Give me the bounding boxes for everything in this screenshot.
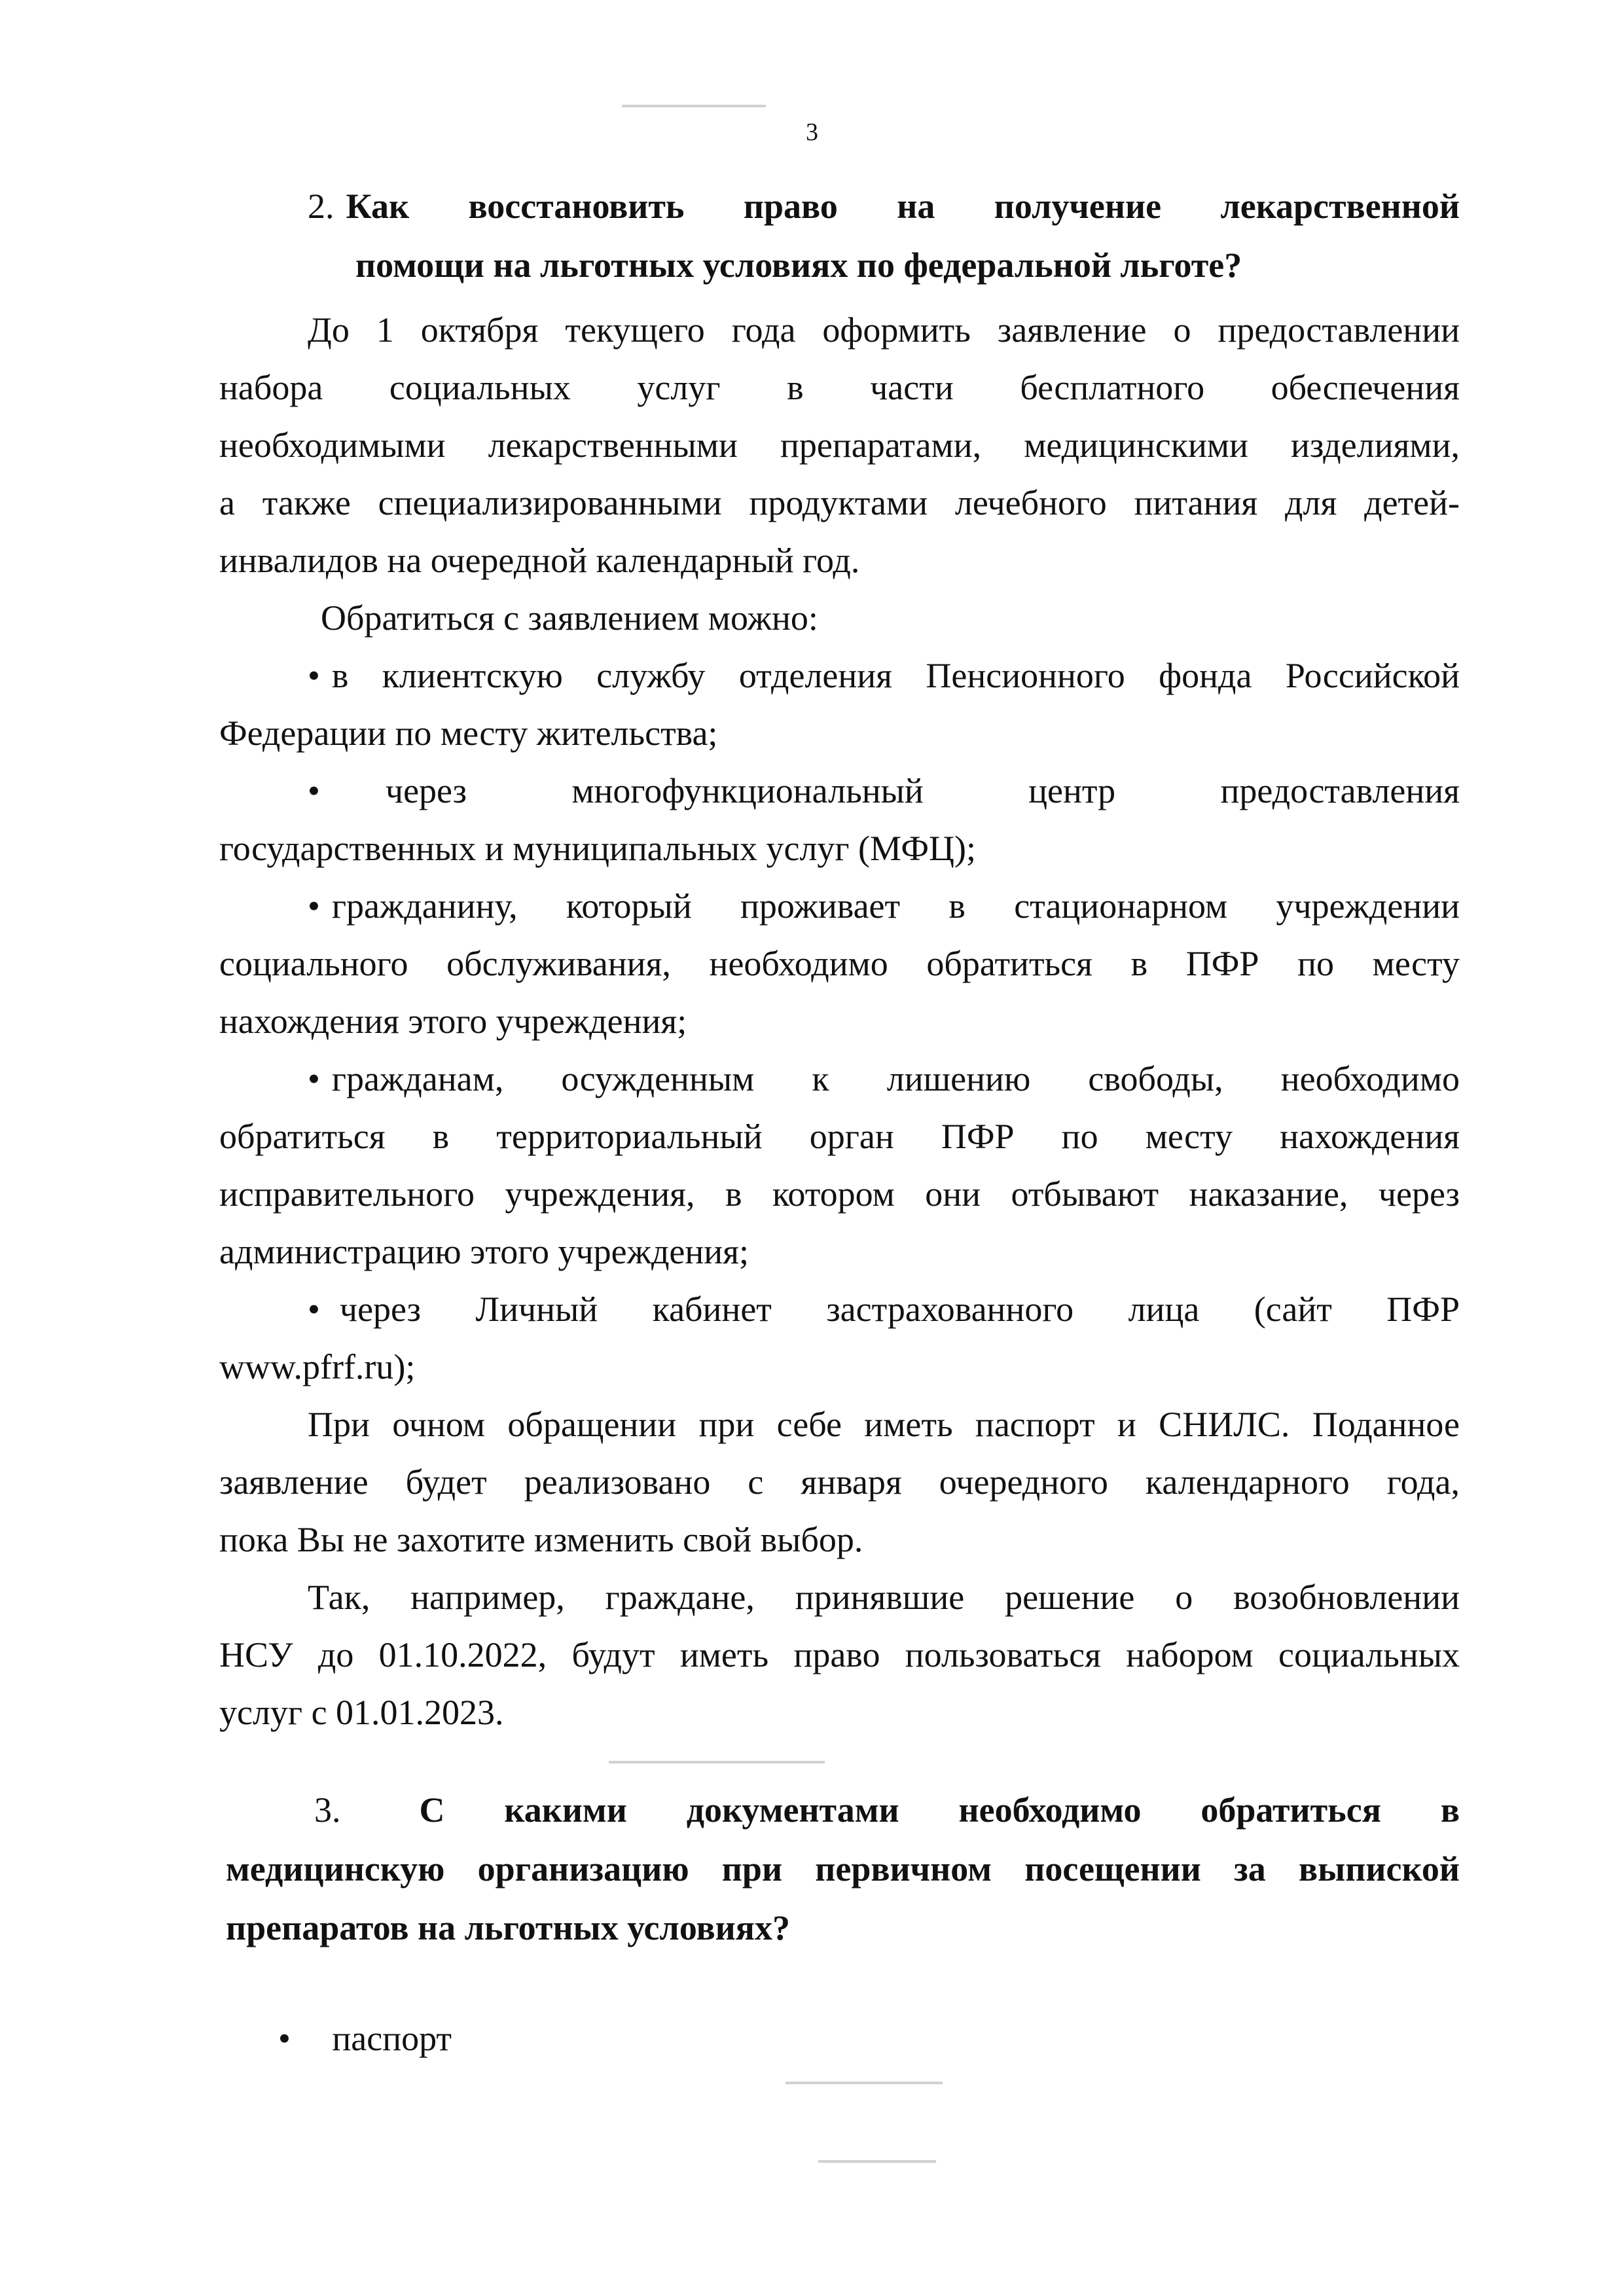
bullet-item [219,877,1460,1050]
bullet-marker: • [308,771,320,810]
example-line: услуг с 01.01.2023. [219,1693,504,1732]
in-person-paragraph [219,1396,1460,1568]
bullet-line: государственных и муниципальных услуг (МФЦ); [219,829,976,868]
documents-list [278,2010,1260,2067]
bullet-line: через Личный кабинет застрахованного лица (сайт ПФР [339,1290,1460,1329]
bullet-item [219,1050,1460,1280]
apply-title [321,589,1303,647]
in-person-line: пока Вы не захотите изменить свой выбор. [219,1520,863,1559]
in-person-line: заявление будет реализовано с января очередного календарного года, [219,1462,1460,1502]
section-2-number: 2. [308,187,334,226]
bullet-line: Федерации по месту жительства; [219,714,718,753]
bullet-line: через многофункциональный центр предоставления [385,771,1460,810]
bullet-line: обратиться в территориальный орган ПФР по месту нахождения [219,1117,1460,1156]
in-person-line: При очном обращении при себе иметь паспорт и СНИЛС. Поданное [308,1405,1460,1444]
bullet-link-line: www.pfrf.ru); [219,1347,416,1386]
section-3-heading [226,1780,1460,1957]
section-2-title-line-1: Как восстановить право на получение лекарственной [346,187,1460,226]
section-2-intro-paragraph [219,301,1460,589]
section-2-heading [308,177,1460,295]
section-3-number: 3. [314,1790,341,1830]
bullet-line: гражданам, осужденным к лишению свободы, необходимо [331,1059,1460,1098]
bullet-line: гражданину, который проживает в стационарном учреждении [331,886,1460,926]
bullet-item [219,1280,1460,1396]
documents-list-item [278,2010,1260,2067]
page-number: 3 [806,118,818,146]
bullet-line: в клиентскую службу отделения Пенсионного фонда Российской [331,656,1460,695]
section-3-title-line-3: препаратов на льготных условиях? [226,1908,790,1947]
bullet-line: социального обслуживания, необходимо обратиться в ПФР по месту [219,944,1460,983]
example-line: НСУ до 01.10.2022, будут иметь право пользоваться набором социальных [219,1635,1460,1674]
bullet-line: исправительного учреждения, в котором они отбывают наказание, через [219,1174,1460,1214]
bullet-marker: • [308,1290,320,1329]
intro-line: а также специализированными продуктами лечебного питания для детей- [219,483,1460,522]
list-bullet: • [278,2019,291,2058]
scan-artifact [609,1761,825,1763]
intro-line: набора социальных услуг в части бесплатного обеспечения [219,368,1460,407]
bullet-marker: • [308,1059,320,1098]
example-paragraph [219,1568,1460,1741]
bullet-line: администрацию этого учреждения; [219,1232,749,1271]
scan-artifact [622,105,766,107]
document-item-passport: паспорт [332,2019,452,2058]
intro-line: инвалидов на очередной календарный год. [219,541,860,580]
bullet-item [219,647,1460,762]
apply-title-text: Обратиться с заявлением можно: [321,598,818,638]
intro-line: необходимыми лекарственными препаратами, медицинскими изделиями, [219,425,1460,465]
bullet-line: нахождения этого учреждения; [219,1002,687,1041]
bullet-item [219,762,1460,877]
scan-artifact [818,2160,936,2163]
bullet-marker: • [308,656,320,695]
bullet-marker: • [308,886,320,926]
intro-line: До 1 октября текущего года оформить заявление о предоставлении [308,310,1460,350]
section-3-title-line-1: С какими документами необходимо обратиться в [419,1790,1460,1830]
section-3-title-line-2: медицинскую организацию при первичном посещении за выпиской [226,1849,1460,1888]
scan-artifact [785,2082,943,2084]
example-line: Так, например, граждане, принявшие решение о возобновлении [308,1578,1460,1617]
section-2-title-line-2: помощи на льготных условиях по федеральной льготе? [355,245,1242,285]
